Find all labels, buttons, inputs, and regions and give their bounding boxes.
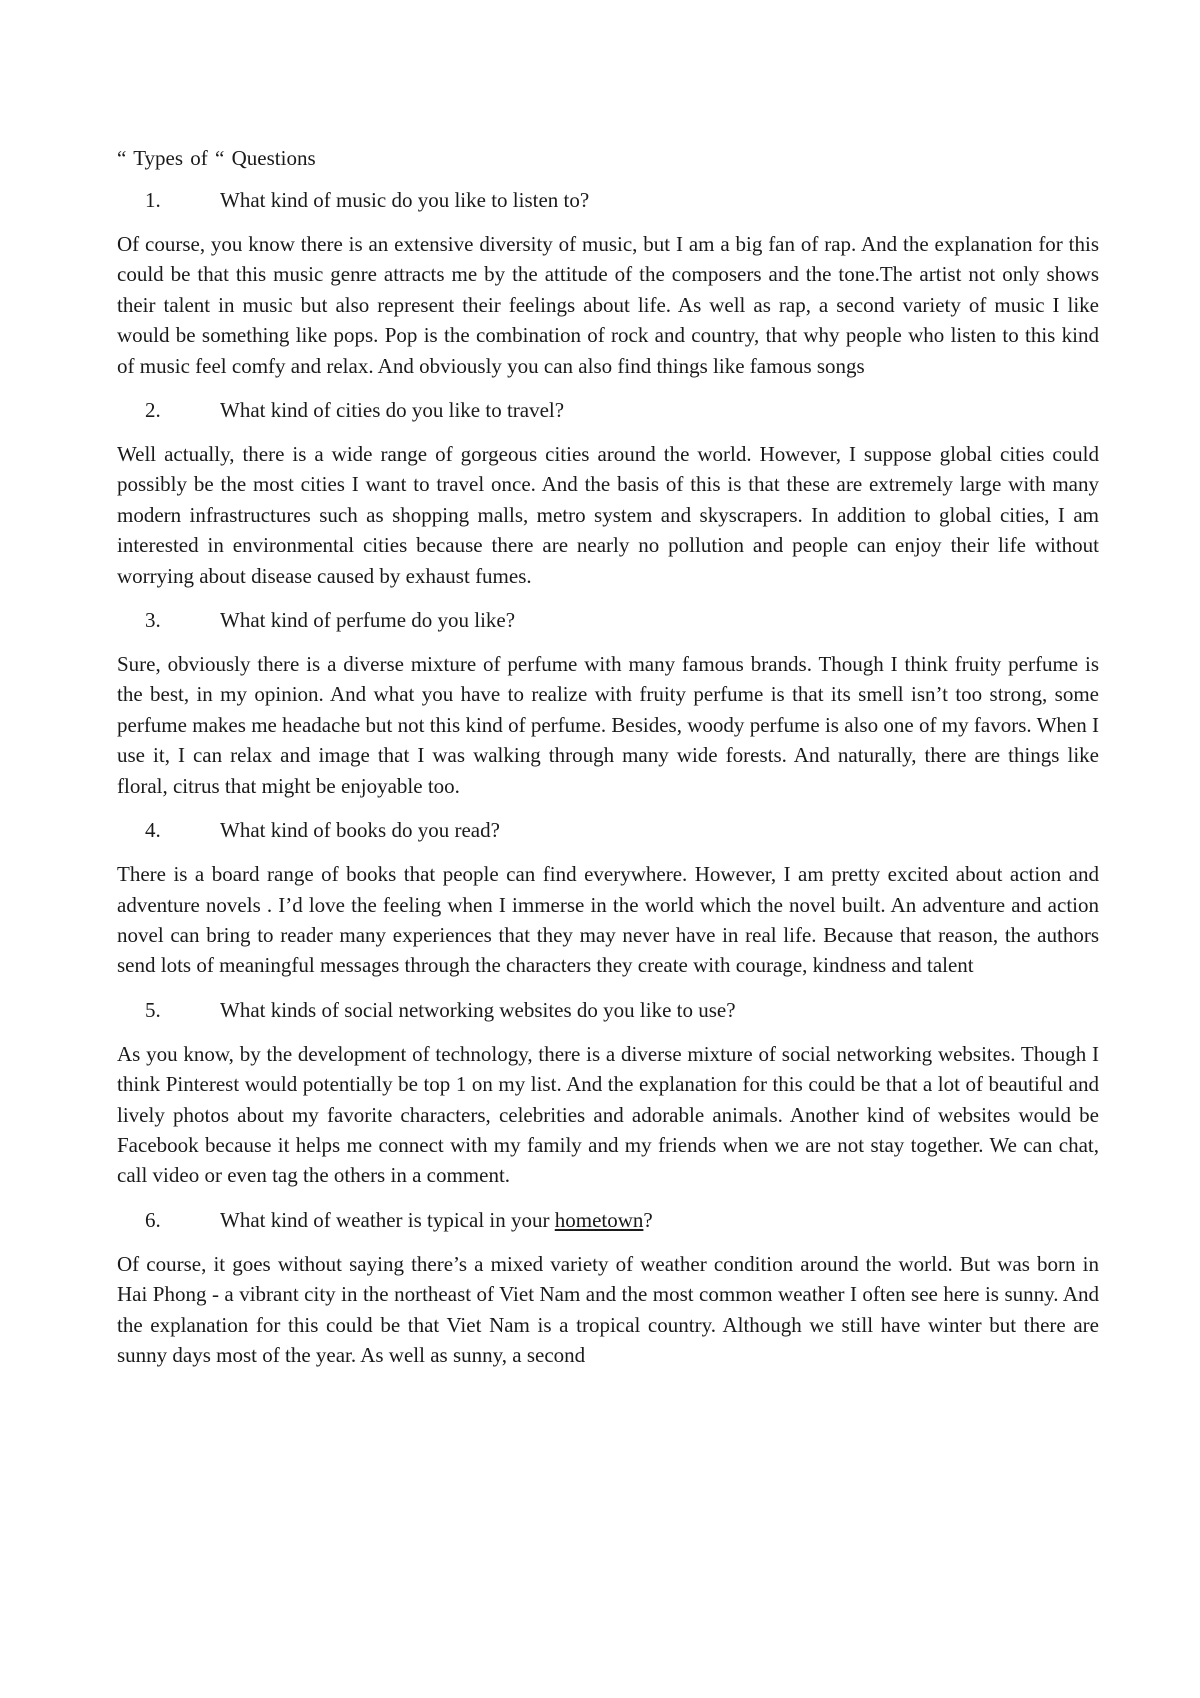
answer-4: There is a board range of books that people can find everywhere. However, I am pretty excited about action and adventure novels . I’d love the feeling when I immerse in the world which the novel built. An adventure and action novel can bring to reader many experiences that they may never have in real life. Because that reason, the authors send lots of meaningful messages through the characters they create with courage, kindness and talent xyxy=(117,862,1099,978)
question-3 xyxy=(117,605,1099,635)
question-number: 6. xyxy=(145,1207,161,1232)
question-1 xyxy=(117,185,1099,215)
question-number: 1. xyxy=(145,188,161,212)
question-text xyxy=(220,1205,653,1235)
question-text: What kinds of social networking websites do you like to use? xyxy=(220,997,736,1022)
question-number: 2. xyxy=(145,398,161,423)
answer-2: Well actually, there is a wide range of gorgeous cities around the world. However, I suppose global cities could possibly be the most cities I want to travel once. And the basis of this is that these are extremely large with many modern infrastructures such as shopping malls, metro system and skyscrapers. In addition to global cities, I am interested in environmental cities because there are nearly no pollution and people can enjoy their life without worrying about disease caused by exhaust fumes. xyxy=(117,442,1099,588)
answer-3: Sure, obviously there is a diverse mixture of perfume with many famous brands. Though I think fruity perfume is the best, in my opinion. And what you have to realize with fruity perfume is that its smell isn’t too strong, some perfume makes me headache but not this kind of perfume. Besides, woody perfume is also one of my favors. When I use it, I can relax and image that I was walking through many wide forests. And naturally, there are things like floral, citrus that might be enjoyable too. xyxy=(117,652,1099,798)
question-text-after: ? xyxy=(643,1207,653,1232)
answer-5: As you know, by the development of technology, there is a diverse mixture of social networking websites. Though I think Pinterest would potentially be top 1 on my list. And the explanation for this could be that a lot of beautiful and lively photos about my favorite characters, celebrities and adorable animals. Another kind of websites would be Facebook because it helps me connect with my family and my friends when we are not stay together. We can chat, call video or even tag the others in a comment. xyxy=(117,1041,1099,1188)
question-text: What kind of cities do you like to travel? xyxy=(220,398,565,423)
question-text-before: What kind of weather is typical in your xyxy=(220,1207,555,1232)
question-number: 4. xyxy=(145,818,161,843)
document-title: “ Types of “ Questions xyxy=(117,146,316,170)
question-2 xyxy=(117,395,1099,425)
question-6 xyxy=(117,1205,1099,1235)
question-text: What kind of books do you read? xyxy=(220,818,500,843)
answer-6: Of course, it goes without saying there’s a mixed variety of weather condition around the world. But was born in Hai Phong - a vibrant city in the northeast of Viet Nam and the most common weather I often see here is sunny. And the explanation for this could be that Viet Nam is a tropical country. Although we still have winter but there are sunny days most of the year. As well as sunny, a second xyxy=(117,1251,1099,1367)
answer-1: Of course, you know there is an extensive diversity of music, but I am a big fan of rap. And the explanation for this could be that this music genre attracts me by the attitude of the composers and the tone.The artist not only shows their talent in music but also represent their feelings about life. As well as rap, a second variety of music I like would be something like pops. Pop is the combination of rock and country, that why people who listen to this kind of music feel comfy and relax. And obviously you can also find things like famous songs xyxy=(117,232,1099,378)
hometown-underlined-word: hometown xyxy=(554,1207,644,1232)
question-text: What kind of perfume do you like? xyxy=(220,608,516,633)
question-4 xyxy=(117,815,1099,845)
question-5 xyxy=(117,995,1099,1025)
document-content xyxy=(117,143,1099,1370)
question-number: 3. xyxy=(145,608,161,633)
question-number: 5. xyxy=(145,997,161,1022)
question-text: What kind of music do you like to listen to? xyxy=(220,188,590,212)
